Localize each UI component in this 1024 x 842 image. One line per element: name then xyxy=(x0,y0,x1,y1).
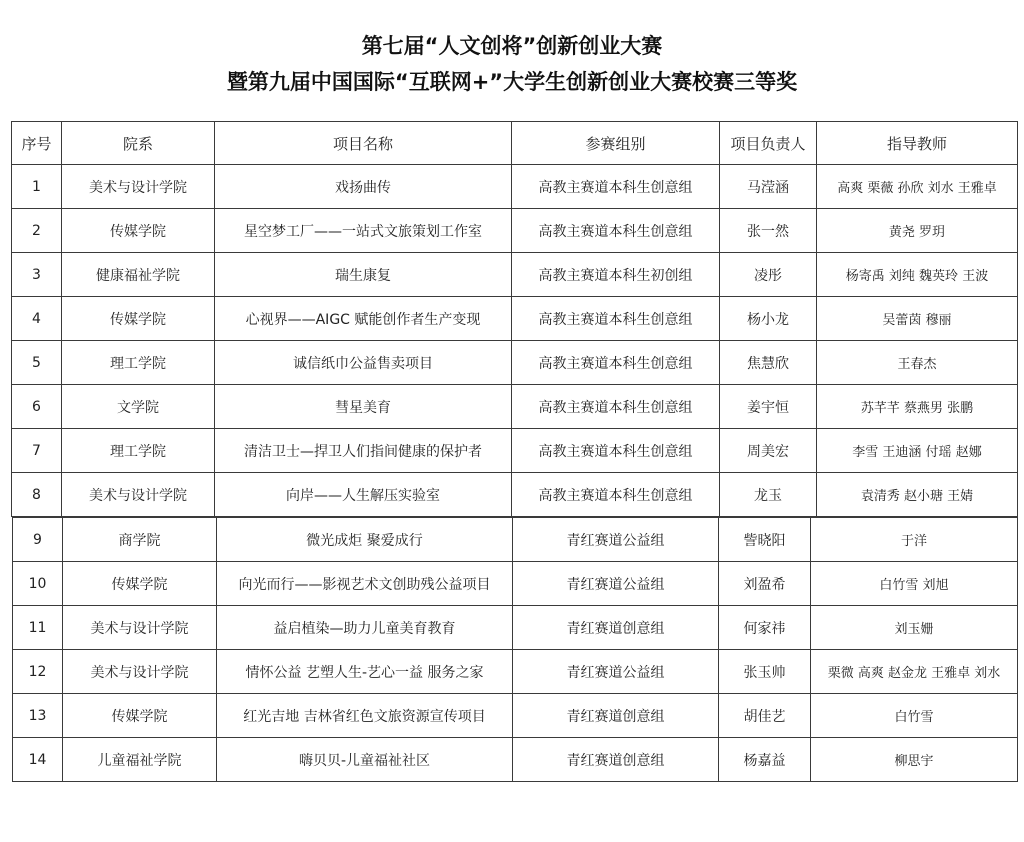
table-row xyxy=(12,209,1018,253)
cell-project-name: 心视界——AIGC 赋能创作者生产变现 xyxy=(215,297,512,341)
cell-number: 4 xyxy=(12,297,62,341)
cell-project-leader: 龙玉 xyxy=(720,473,817,517)
table-row xyxy=(12,341,1018,385)
cell-competition-group: 青红赛道公益组 xyxy=(513,562,719,606)
cell-department: 理工学院 xyxy=(62,341,215,385)
table-row xyxy=(13,650,1018,694)
header-cell-dept: 院系 xyxy=(62,122,215,165)
cell-competition-group: 高教主赛道本科生初创组 xyxy=(512,253,720,297)
header-cell-no: 序号 xyxy=(12,122,62,165)
table-row xyxy=(12,297,1018,341)
cell-project-name: 向光而行——影视艺术文创助残公益项目 xyxy=(217,562,513,606)
cell-instructors: 杨寄禹 刘纯 魏英玲 王波 xyxy=(817,253,1018,297)
cell-project-leader: 凌彤 xyxy=(720,253,817,297)
cell-project-leader: 何家祎 xyxy=(719,606,811,650)
cell-number: 11 xyxy=(13,606,63,650)
cell-competition-group: 高教主赛道本科生创意组 xyxy=(512,165,720,209)
cell-project-name: 彗星美育 xyxy=(215,385,512,429)
header-cell-project: 项目名称 xyxy=(215,122,512,165)
cell-number: 10 xyxy=(13,562,63,606)
cell-project-name: 红光吉地 吉林省红色文旅资源宣传项目 xyxy=(217,694,513,738)
cell-project-name: 益启植染—助力儿童美育教育 xyxy=(217,606,513,650)
cell-department: 美术与设计学院 xyxy=(63,606,217,650)
cell-instructors: 刘玉姗 xyxy=(811,606,1018,650)
table-header-row xyxy=(12,122,1018,165)
cell-project-leader: 杨嘉益 xyxy=(719,738,811,782)
cell-project-leader: 胡佳艺 xyxy=(719,694,811,738)
cell-instructors: 李雪 王迪涵 付瑶 赵娜 xyxy=(817,429,1018,473)
table-row xyxy=(13,606,1018,650)
cell-number: 5 xyxy=(12,341,62,385)
cell-competition-group: 高教主赛道本科生创意组 xyxy=(512,473,720,517)
cell-instructors: 柳思宇 xyxy=(811,738,1018,782)
cell-number: 13 xyxy=(13,694,63,738)
cell-department: 健康福祉学院 xyxy=(62,253,215,297)
table-row xyxy=(12,429,1018,473)
cell-competition-group: 青红赛道创意组 xyxy=(513,694,719,738)
cell-project-leader: 焦慧欣 xyxy=(720,341,817,385)
cell-instructors: 栗微 高爽 赵金龙 王雅卓 刘水 xyxy=(811,650,1018,694)
cell-department: 美术与设计学院 xyxy=(62,473,215,517)
cell-competition-group: 青红赛道公益组 xyxy=(513,650,719,694)
cell-instructors: 白竹雪 刘旭 xyxy=(811,562,1018,606)
cell-instructors: 苏芊芊 蔡燕男 张鹏 xyxy=(817,385,1018,429)
cell-department: 文学院 xyxy=(62,385,215,429)
table-row xyxy=(12,253,1018,297)
cell-department: 传媒学院 xyxy=(63,562,217,606)
title-line-1: 第七届“人文创将”创新创业大赛 xyxy=(361,34,663,58)
cell-instructors: 王春杰 xyxy=(817,341,1018,385)
cell-project-name: 星空梦工厂——一站式文旅策划工作室 xyxy=(215,209,512,253)
cell-instructors: 高爽 栗薇 孙欣 刘水 王雅卓 xyxy=(817,165,1018,209)
title-line-2: 暨第九届中国国际“互联网+”大学生创新创业大赛校赛三等奖 xyxy=(226,70,798,94)
cell-department: 传媒学院 xyxy=(62,209,215,253)
cell-project-name: 瑞生康复 xyxy=(215,253,512,297)
cell-department: 传媒学院 xyxy=(63,694,217,738)
table-row xyxy=(12,473,1018,517)
cell-competition-group: 高教主赛道本科生创意组 xyxy=(512,341,720,385)
header-cell-teachers: 指导教师 xyxy=(817,122,1018,165)
awards-table-main xyxy=(11,121,1018,517)
table-row xyxy=(13,562,1018,606)
cell-project-name: 向岸——人生解压实验室 xyxy=(215,473,512,517)
cell-number: 6 xyxy=(12,385,62,429)
cell-project-name: 嗨贝贝-儿童福祉社区 xyxy=(217,738,513,782)
cell-project-name: 微光成炬 聚爱成行 xyxy=(217,518,513,562)
cell-department: 儿童福祉学院 xyxy=(63,738,217,782)
awards-table-continued xyxy=(12,517,1018,782)
cell-project-leader: 马滢涵 xyxy=(720,165,817,209)
cell-number: 1 xyxy=(12,165,62,209)
cell-competition-group: 高教主赛道本科生创意组 xyxy=(512,429,720,473)
cell-number: 14 xyxy=(13,738,63,782)
cell-instructors: 黄尧 罗玥 xyxy=(817,209,1018,253)
cell-instructors: 白竹雪 xyxy=(811,694,1018,738)
table-row xyxy=(13,518,1018,562)
table-row xyxy=(12,385,1018,429)
table-row xyxy=(12,165,1018,209)
cell-competition-group: 青红赛道公益组 xyxy=(513,518,719,562)
cell-number: 9 xyxy=(13,518,63,562)
cell-project-leader: 姜宇恒 xyxy=(720,385,817,429)
cell-project-name: 诚信纸巾公益售卖项目 xyxy=(215,341,512,385)
document-title xyxy=(0,28,1024,100)
cell-department: 美术与设计学院 xyxy=(63,650,217,694)
cell-project-name: 清洁卫士—捍卫人们指间健康的保护者 xyxy=(215,429,512,473)
cell-number: 2 xyxy=(12,209,62,253)
header-cell-group: 参赛组别 xyxy=(512,122,720,165)
cell-instructors: 吴蕾茵 穆丽 xyxy=(817,297,1018,341)
cell-project-leader: 杨小龙 xyxy=(720,297,817,341)
table-row xyxy=(13,738,1018,782)
cell-project-leader: 刘盈希 xyxy=(719,562,811,606)
cell-competition-group: 高教主赛道本科生创意组 xyxy=(512,385,720,429)
cell-number: 8 xyxy=(12,473,62,517)
cell-instructors: 袁清秀 赵小瑭 王婧 xyxy=(817,473,1018,517)
cell-competition-group: 青红赛道创意组 xyxy=(513,738,719,782)
cell-competition-group: 高教主赛道本科生创意组 xyxy=(512,297,720,341)
table-row xyxy=(13,694,1018,738)
cell-project-leader: 张玉帅 xyxy=(719,650,811,694)
cell-number: 3 xyxy=(12,253,62,297)
cell-project-leader: 周美宏 xyxy=(720,429,817,473)
cell-department: 理工学院 xyxy=(62,429,215,473)
cell-competition-group: 青红赛道创意组 xyxy=(513,606,719,650)
cell-number: 12 xyxy=(13,650,63,694)
cell-department: 传媒学院 xyxy=(62,297,215,341)
cell-competition-group: 高教主赛道本科生创意组 xyxy=(512,209,720,253)
cell-department: 美术与设计学院 xyxy=(62,165,215,209)
cell-project-leader: 张一然 xyxy=(720,209,817,253)
header-cell-leader: 项目负责人 xyxy=(720,122,817,165)
cell-project-name: 戏扬曲传 xyxy=(215,165,512,209)
cell-project-leader: 訾晓阳 xyxy=(719,518,811,562)
cell-project-name: 情怀公益 艺塑人生-艺心一益 服务之家 xyxy=(217,650,513,694)
cell-instructors: 于洋 xyxy=(811,518,1018,562)
cell-department: 商学院 xyxy=(63,518,217,562)
cell-number: 7 xyxy=(12,429,62,473)
